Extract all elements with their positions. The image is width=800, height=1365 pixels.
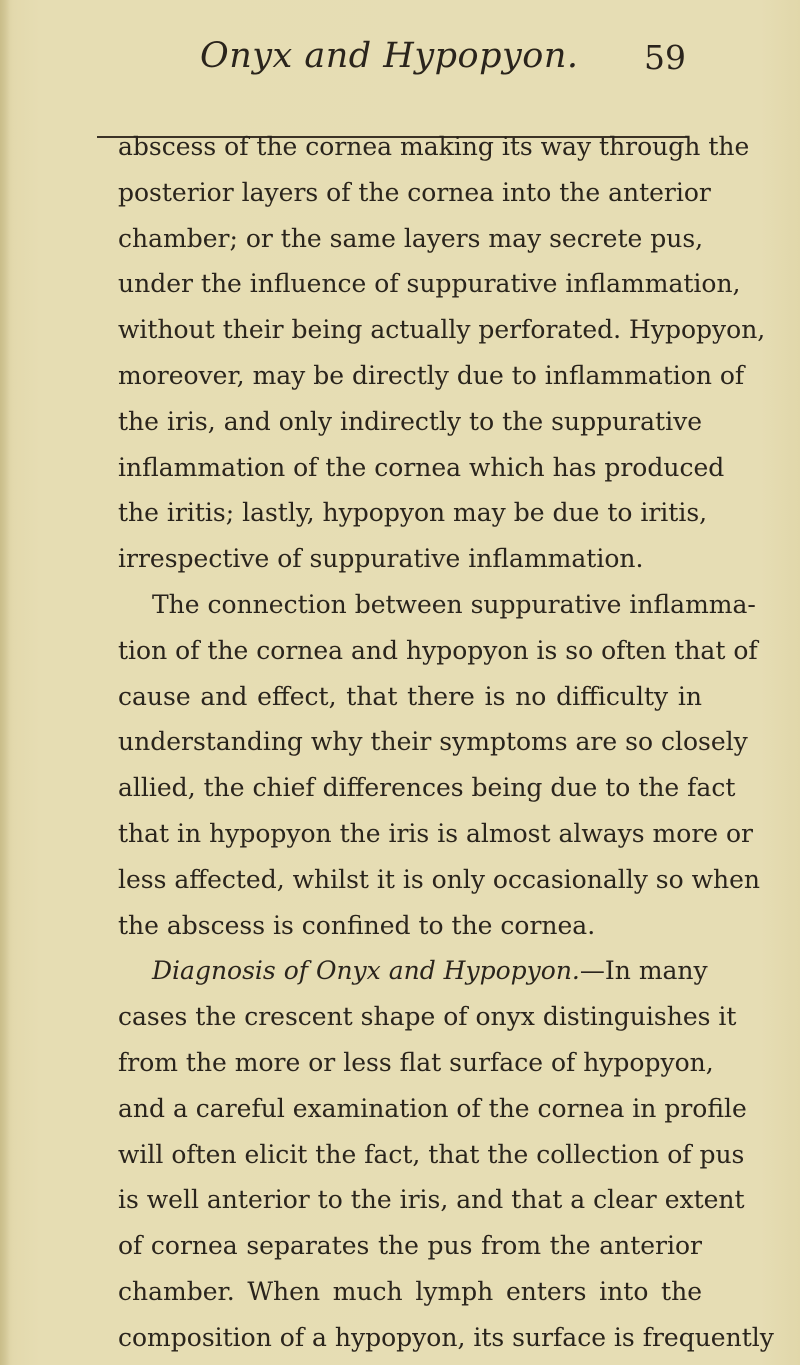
text-line: cause and effect, that there is no difficulty in [118, 681, 702, 711]
text-line: tion of the cornea and hypopyon is so often that of [118, 635, 758, 665]
page-header [0, 36, 800, 96]
text-line: allied, the chief differences being due to the fact [118, 773, 736, 803]
text-line: composition of a hypopyon, its surface is frequently [118, 1322, 774, 1352]
body-text [118, 124, 774, 1361]
text-line: less affected, whilst it is only occasionally so when [118, 864, 761, 894]
text-line: that in hypopyon the iris is almost always more or [118, 818, 754, 848]
diagnosis-line [118, 948, 708, 994]
text-line: abscess of the cornea making its way through the [118, 132, 750, 161]
page-number: 59 [644, 38, 686, 77]
text-line: is well anterior to the iris, and that a clear extent [118, 1185, 745, 1215]
text-line: chamber. When much lymph enters into the [118, 1276, 702, 1306]
text-line: irrespective of suppurative inflammation. [118, 544, 644, 574]
gutter-shadow [0, 0, 10, 1365]
text-line: moreover, may be directly due to inflammation of [118, 360, 745, 390]
text-line: inflammation of the cornea which has produced [118, 452, 725, 482]
text-line: the abscess is confined to the cornea. [118, 910, 596, 940]
text-line: chamber; or the same layers may secrete pus, [118, 223, 704, 253]
text-line: the iris, and only indirectly to the suppurative [118, 406, 702, 436]
text-line: and a careful examination of the cornea in profile [118, 1093, 747, 1123]
text-line: under the influence of suppurative inflammation, [118, 269, 741, 299]
text-line: of cornea separates the pus from the anterior [118, 1231, 702, 1261]
text-line: posterior layers of the cornea into the anterior [118, 177, 711, 207]
diagnosis-lead: —In many [579, 956, 708, 986]
text-line: without their being actually perforated. Hypopyon, [118, 315, 766, 345]
text-line: from the more or less flat surface of hypopyon, [118, 1047, 714, 1077]
text-line: cases the crescent shape of onyx distinguishes it [118, 1002, 737, 1032]
running-title: Onyx and Hypopyon. [200, 36, 579, 76]
text-line: will often elicit the fact, that the collection of pus [118, 1139, 745, 1169]
text-line: The connection between suppurative inflamma- [152, 589, 756, 619]
text-line: the iritis; lastly, hypopyon may be due to iritis, [118, 498, 708, 528]
text-line: understanding why their symptoms are so closely [118, 727, 748, 757]
diagnosis-heading: Diagnosis of Onyx and Hypopyon. [152, 956, 580, 986]
